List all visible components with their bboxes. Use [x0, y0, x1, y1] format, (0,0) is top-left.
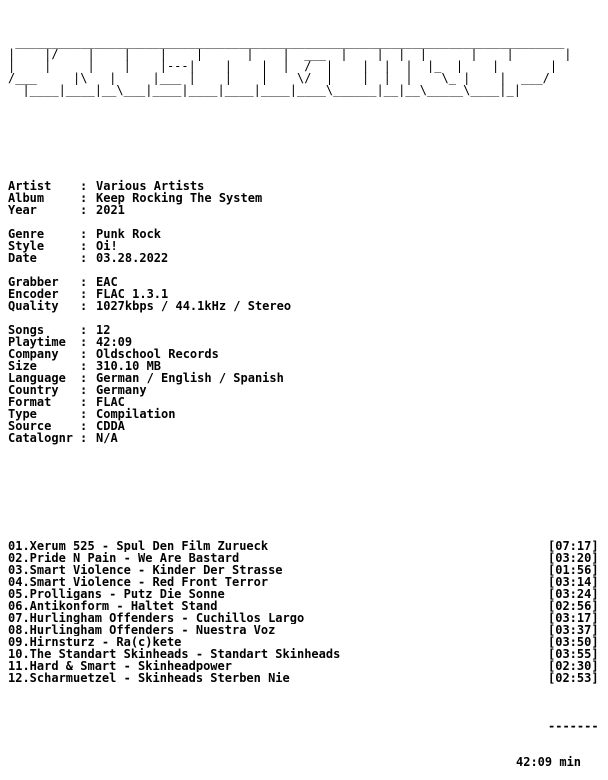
info-separator: : [80, 395, 88, 409]
total-playtime: 42:09 min [516, 755, 582, 769]
info-key: Album [8, 191, 45, 205]
nfo-document [8, 12, 604, 780]
info-key: Encoder [8, 287, 59, 301]
track-duration: [07:17] [548, 539, 599, 553]
info-separator: : [80, 347, 88, 361]
track-title: 08.Hurlingham Offenders - Nuestra Voz [8, 624, 276, 636]
info-key: Style [8, 239, 45, 253]
track-title: 03.Smart Violence - Kinder Der Strasse [8, 564, 283, 576]
track-duration: [03:24] [548, 587, 599, 601]
info-key: Language [8, 371, 66, 385]
info-separator: : [80, 251, 88, 265]
info-key: Grabber [8, 275, 59, 289]
track-row [8, 564, 604, 576]
info-value: Oi! [96, 239, 118, 253]
track-title: 02.Pride N Pain - We Are Bastard [8, 552, 240, 564]
track-duration: [03:17] [548, 611, 599, 625]
info-separator: : [80, 227, 88, 241]
track-duration: [01:56] [548, 563, 599, 577]
info-key: Genre [8, 227, 45, 241]
info-key: Catalognr [8, 431, 74, 445]
track-duration: [02:30] [548, 659, 599, 673]
track-row [8, 552, 604, 564]
track-row [8, 648, 604, 660]
info-key: Company [8, 347, 59, 361]
track-row [8, 660, 604, 672]
info-separator: : [80, 431, 88, 445]
info-key: Quality [8, 299, 59, 313]
track-row [8, 624, 604, 636]
info-separator: : [80, 191, 88, 205]
info-row [8, 432, 604, 444]
info-key: Date [8, 251, 37, 265]
tracklist [8, 540, 604, 684]
release-info [8, 180, 604, 444]
track-row [8, 612, 604, 624]
info-separator: : [80, 419, 88, 433]
info-value: EAC [96, 275, 118, 289]
info-value: 03.28.2022 [96, 251, 169, 265]
info-key: Artist [8, 179, 52, 193]
track-row [8, 636, 604, 648]
spacer [8, 120, 604, 144]
info-separator: : [80, 371, 88, 385]
info-value: FLAC 1.3.1 [96, 287, 169, 301]
track-row [8, 540, 604, 552]
info-value: Punk Rock [96, 227, 162, 241]
info-value: Keep Rocking The System [96, 191, 263, 205]
info-row [8, 300, 604, 312]
info-key: Playtime [8, 335, 66, 349]
track-title: 07.Hurlingham Offenders - Cuchillos Largo [8, 612, 305, 624]
info-key: Year [8, 203, 37, 217]
info-separator: : [80, 299, 88, 313]
info-key: Type [8, 407, 37, 421]
total-row [8, 756, 604, 768]
track-row [8, 672, 604, 684]
spacer [8, 480, 604, 504]
track-title: 01.Xerum 525 - Spul Den Film Zurueck [8, 540, 269, 552]
info-value: 2021 [96, 203, 125, 217]
info-separator: : [80, 323, 88, 337]
track-duration: [03:50] [548, 635, 599, 649]
info-separator: : [80, 287, 88, 301]
info-separator: : [80, 239, 88, 253]
info-value: FLAC [96, 395, 125, 409]
info-separator: : [80, 383, 88, 397]
info-separator: : [80, 203, 88, 217]
track-duration: [03:14] [548, 575, 599, 589]
info-row [8, 204, 604, 216]
track-duration: [02:53] [548, 671, 599, 685]
info-value: Various Artists [96, 179, 205, 193]
info-value: 42:09 [96, 335, 133, 349]
track-row [8, 588, 604, 600]
info-value: German / English / Spanish [96, 371, 284, 385]
track-title: 05.Prolligans - Putz Die Sonne [8, 588, 225, 600]
info-key: Size [8, 359, 37, 373]
total-rule-row [8, 720, 604, 732]
track-title: 04.Smart Violence - Red Front Terror [8, 576, 269, 588]
info-value: N/A [96, 431, 118, 445]
info-row [8, 252, 604, 264]
track-duration: [03:55] [548, 647, 599, 661]
info-key: Source [8, 419, 52, 433]
info-value: 12 [96, 323, 111, 337]
info-value: CDDA [96, 419, 125, 433]
info-value: Germany [96, 383, 147, 397]
total-rule: ------- [548, 719, 599, 733]
info-separator: : [80, 407, 88, 421]
info-separator: : [80, 335, 88, 349]
track-row [8, 600, 604, 612]
info-value: Oldschool Records [96, 347, 219, 361]
info-value: 310.10 MB [96, 359, 162, 373]
track-title: 10.The Standart Skinheads - Standart Skinheads [8, 648, 341, 660]
track-title: 06.Antikonform - Haltet Stand [8, 600, 218, 612]
track-title: 09.Hirnsturz - Ra(c)kete [8, 636, 182, 648]
info-key: Format [8, 395, 52, 409]
info-key: Songs [8, 323, 45, 337]
info-separator: : [80, 179, 88, 193]
ascii-logo: ____________________________________________________________________________ | |/ | | | | | | ___ | | | | | | | | | | | |---| | | | / | | | | |_ | | | /___ |\ | |___ | | | \/ | | | | \_ | | ___/ |____|____|__\___|____|____|____|____|____\______|__|__\_____\____|_| [8, 35, 572, 97]
info-value: Compilation [96, 407, 176, 421]
track-duration: [02:56] [548, 599, 599, 613]
info-separator: : [80, 275, 88, 289]
info-value: 1027kbps / 44.1kHz / Stereo [96, 299, 292, 313]
info-key: Country [8, 383, 59, 397]
track-row [8, 576, 604, 588]
info-separator: : [80, 359, 88, 373]
track-duration: [03:37] [548, 623, 599, 637]
track-duration: [03:20] [548, 551, 599, 565]
track-title: 11.Hard & Smart - Skinheadpower [8, 660, 232, 672]
track-title: 12.Scharmuetzel - Skinheads Sterben Nie [8, 672, 290, 684]
